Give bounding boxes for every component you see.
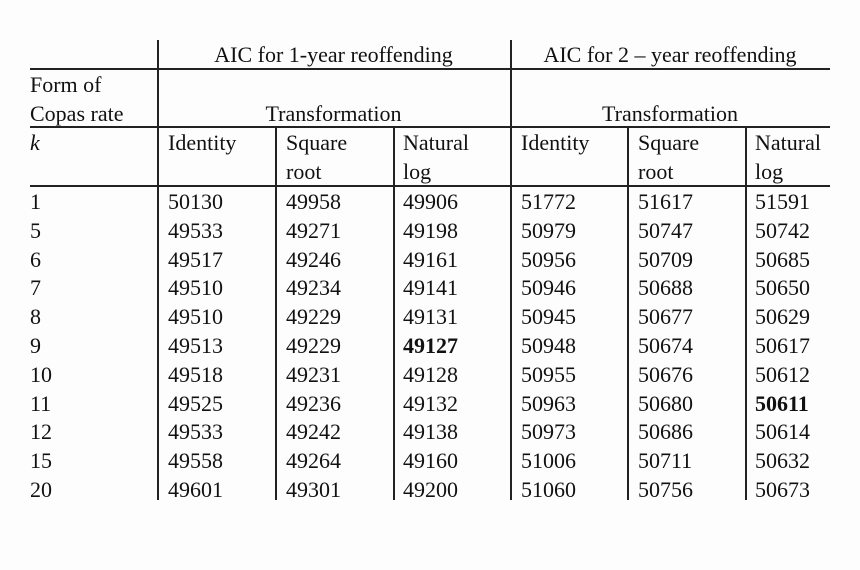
row-k-value: 15 [30, 448, 52, 474]
table-cell: 49264 [286, 448, 341, 474]
table-cell: 50680 [638, 390, 693, 416]
table-cell: 50632 [755, 448, 810, 474]
column-header: Natural [403, 130, 469, 155]
table-cell: 50629 [755, 304, 810, 330]
row-k-value: 7 [30, 275, 41, 301]
table-cell: 49229 [286, 304, 341, 330]
row-k-value: 1 [30, 189, 41, 214]
table-cell: 50756 [638, 477, 693, 502]
table-cell: 49558 [168, 448, 223, 474]
table-cell: 50688 [638, 275, 693, 301]
table-cell: 49246 [286, 246, 341, 272]
table-cell: 50612 [755, 361, 810, 387]
table-cell: 50963 [521, 390, 576, 416]
table-cell: 49161 [403, 246, 458, 272]
group-header-1year: AIC for 1-year reoffending [214, 42, 453, 67]
row-k-value: 9 [30, 333, 41, 358]
table-cell: 49533 [168, 217, 223, 243]
table-cell: 51591 [755, 189, 810, 214]
table-cell: 50673 [755, 477, 810, 502]
column-separator [627, 128, 629, 500]
table-cell: 49601 [168, 477, 223, 502]
table-cell: 50711 [638, 448, 693, 474]
table-cell: 50742 [755, 217, 810, 243]
table-cell: 49510 [168, 275, 223, 301]
table-cell: 49200 [403, 477, 458, 502]
row-k-value: 11 [30, 390, 52, 416]
table-cell: 50676 [638, 361, 693, 387]
table-cell: 50685 [755, 246, 810, 272]
column-header: log [755, 159, 784, 184]
table-cell: 49517 [168, 246, 223, 272]
transformation-label-2year: Transformation [601, 101, 739, 126]
table-cell: 50747 [638, 217, 693, 243]
table-cell: 49513 [168, 333, 223, 358]
column-header: root [286, 159, 322, 184]
table-cell: 49131 [403, 304, 458, 330]
table-cell: 50617 [755, 333, 810, 358]
table-cell: 51006 [521, 448, 576, 474]
table-cell: 50955 [521, 361, 576, 387]
column-separator [393, 128, 395, 500]
table-cell: 49132 [403, 390, 458, 416]
table-cell: 50614 [755, 419, 810, 445]
row-label-header-line2: Copas rate [30, 101, 124, 126]
table-cell: 51772 [521, 189, 576, 214]
table-cell: 50130 [168, 189, 223, 214]
table-cell: 49128 [403, 361, 458, 387]
table-cell-min: 50611 [755, 390, 809, 416]
table-cell: 50948 [521, 333, 576, 358]
table-cell: 50945 [521, 304, 576, 330]
table-cell: 49160 [403, 448, 458, 474]
table-cell: 49906 [403, 189, 458, 214]
table-cell: 49141 [403, 275, 458, 301]
table-cell-min: 49127 [403, 333, 458, 358]
column-header: root [638, 159, 674, 184]
column-header: Identity [521, 130, 590, 155]
table-cell: 50686 [638, 419, 693, 445]
table-cell: 49242 [286, 419, 341, 445]
table-cell: 51060 [521, 477, 576, 502]
column-separator [745, 128, 747, 500]
table-cell: 50946 [521, 275, 576, 301]
row-label-header-line1: Form of [30, 72, 102, 97]
transformation-label-1year: Transformation [265, 101, 402, 126]
table-cell: 49301 [286, 477, 341, 502]
table-cell: 49518 [168, 361, 223, 387]
row-label-variable: k [30, 130, 40, 155]
table-cell: 49138 [403, 419, 458, 445]
table-cell: 49229 [286, 333, 341, 358]
group-header-2year: AIC for 2 – year reoffending [543, 42, 797, 67]
row-k-value: 6 [30, 246, 41, 272]
table-cell: 51617 [638, 189, 693, 214]
table-cell: 50973 [521, 419, 576, 445]
table-cell: 49231 [286, 361, 341, 387]
table-cell: 50956 [521, 246, 576, 272]
table-cell: 50677 [638, 304, 693, 330]
table-cell: 49234 [286, 275, 341, 301]
column-header: Square [638, 130, 700, 155]
table-cell: 49533 [168, 419, 223, 445]
table-cell: 49236 [286, 390, 341, 416]
table-cell: 49525 [168, 390, 223, 416]
row-k-value: 8 [30, 304, 41, 330]
row-k-value: 12 [30, 419, 52, 445]
table-cell: 49198 [403, 217, 458, 243]
table-cell: 49510 [168, 304, 223, 330]
table-cell: 49271 [286, 217, 341, 243]
column-separator [275, 128, 277, 500]
column-header: log [403, 159, 432, 184]
table-cell: 50709 [638, 246, 693, 272]
column-header: Square [286, 130, 348, 155]
table-cell: 49958 [286, 189, 341, 214]
table-cell: 50650 [755, 275, 810, 301]
column-header: Identity [168, 130, 237, 155]
table-cell: 50674 [638, 333, 693, 358]
row-k-value: 10 [30, 361, 52, 387]
column-header: Natural [755, 130, 821, 155]
row-k-value: 20 [30, 477, 52, 502]
row-k-value: 5 [30, 217, 41, 243]
table-cell: 50979 [521, 217, 576, 243]
